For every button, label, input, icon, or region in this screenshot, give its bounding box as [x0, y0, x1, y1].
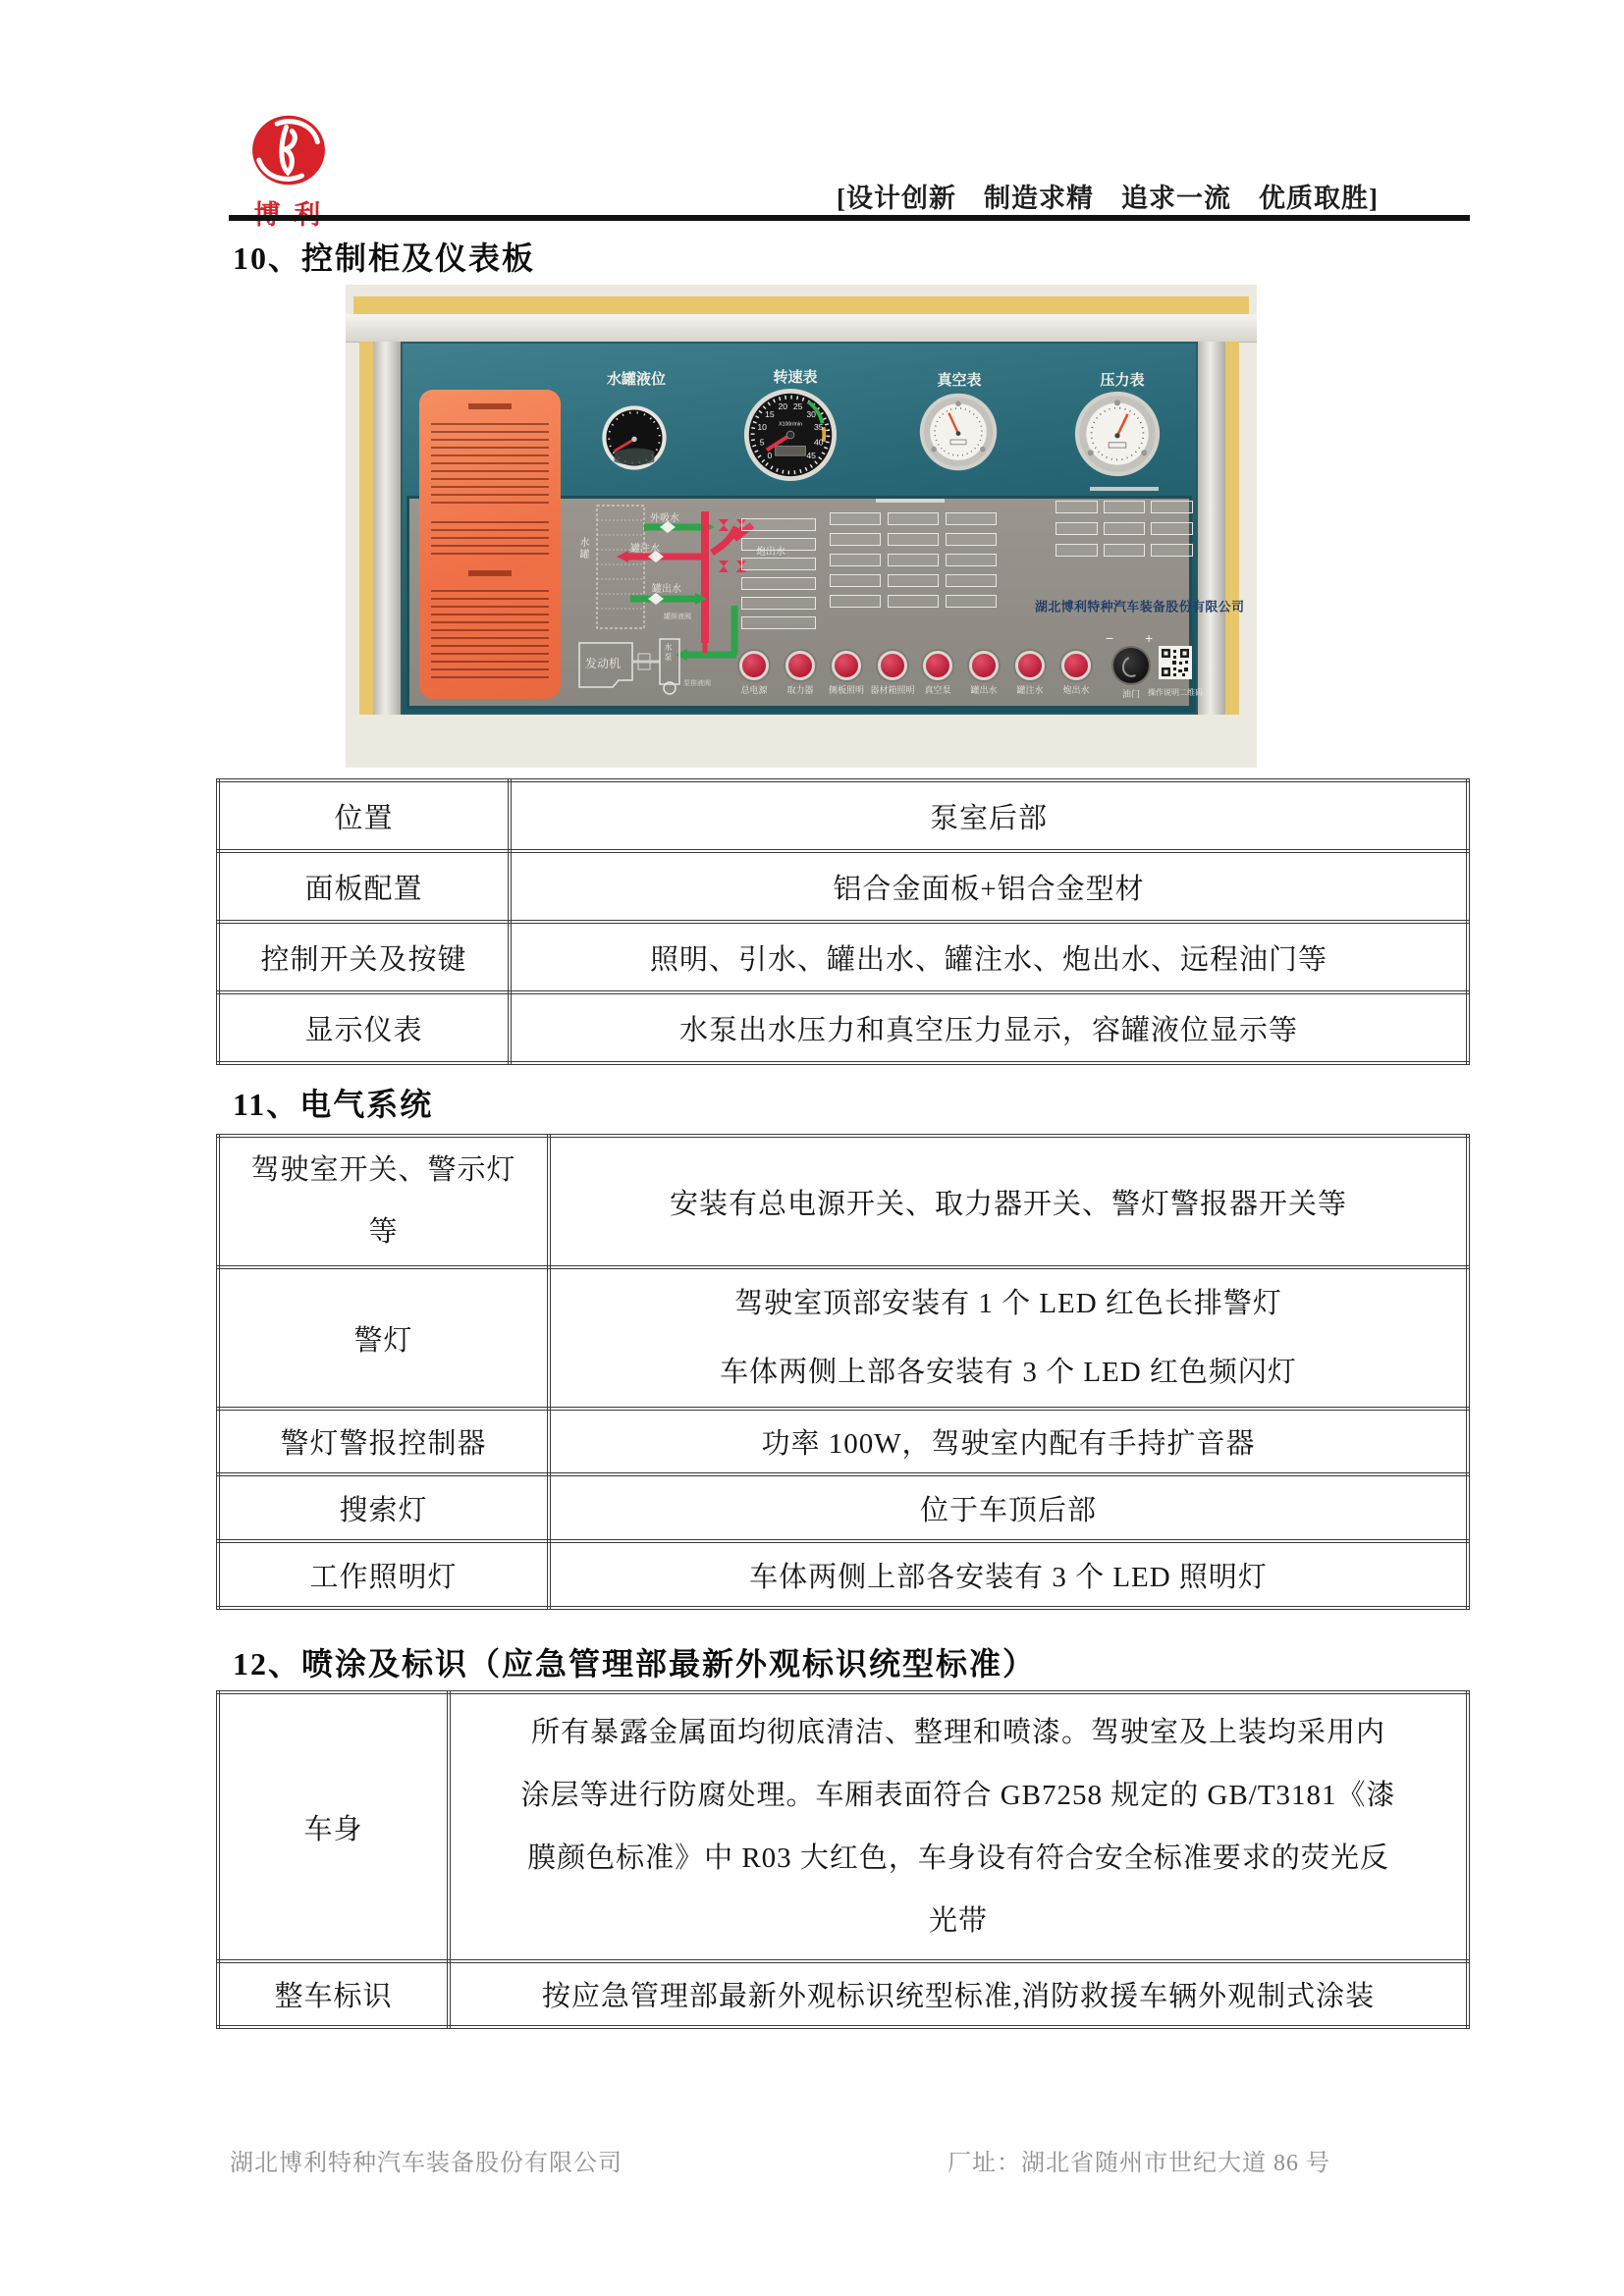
button-label: 真空泵 — [924, 685, 951, 695]
row-label: 车身 — [218, 1692, 449, 1961]
section-heading-10: 10、控制柜及仪表板 — [233, 240, 536, 276]
tach-num-20: 20 — [778, 401, 788, 412]
label-line: 驾驶室开关、警示灯 — [250, 1154, 516, 1186]
footer-address: 厂址：湖北省随州市世纪大道 86 号 — [947, 2151, 1330, 2176]
gauge-label-tachometer: 转速表 — [773, 369, 818, 386]
electrical-system-table — [216, 1134, 1470, 1610]
footer-company: 湖北博利特种汽车装备股份有限公司 — [230, 2151, 623, 2176]
boli-logo-icon — [247, 114, 330, 187]
table-row — [218, 1541, 1468, 1608]
value-line: 驾驶室顶部安装有 1 个 LED 红色长排警灯 — [734, 1288, 1282, 1319]
tach-num-15: 15 — [765, 408, 775, 419]
button-tank-out — [969, 651, 999, 680]
row-value: 安装有总电源开关、取力器开关、警灯警报器开关等 — [549, 1136, 1468, 1267]
button-pto — [785, 651, 815, 680]
button-label: 取力器 — [786, 685, 814, 695]
row-value — [449, 1692, 1468, 1961]
row-label: 整车标识 — [218, 1961, 449, 2027]
tach-num-30: 30 — [806, 408, 816, 419]
paint-marking-table — [216, 1690, 1470, 2029]
section-heading-11: 11、电气系统 — [233, 1087, 434, 1122]
control-cabinet-table — [216, 778, 1470, 1065]
flowchart-left-column — [741, 518, 816, 636]
button-locker-light — [878, 651, 907, 680]
tach-unit: X100r/min — [779, 421, 802, 428]
table-row — [218, 922, 1468, 992]
row-value: 功率 100W，驾驶室内配有手持扩音器 — [549, 1409, 1468, 1474]
company-logo — [244, 114, 334, 232]
throttle-knob — [1113, 648, 1149, 683]
table-row — [218, 1692, 1468, 1961]
knob-label: 油门 — [1121, 689, 1140, 699]
tach-num-25: 25 — [792, 401, 803, 412]
diagram-pump-drain-valve-label: 泵排液阀 — [683, 680, 711, 687]
button-vacuum-pump — [923, 651, 952, 680]
row-label: 面板配置 — [218, 851, 510, 922]
row-label: 工作照明灯 — [218, 1541, 549, 1608]
tach-num-35: 35 — [814, 422, 824, 433]
diagram-suction-label: 外吸水 — [650, 513, 679, 524]
diagram-monitor-label: 炮出水 — [756, 547, 785, 558]
row-label — [218, 1136, 549, 1267]
row-label: 位置 — [218, 780, 510, 851]
button-label: 器材箱照明 — [870, 685, 915, 695]
diagram-tank-drain-valve-label: 罐排液阀 — [664, 614, 691, 620]
row-value: 车体两侧上部各安装有 3 个 LED 照明灯 — [549, 1541, 1468, 1608]
value-line: 涂层等进行防腐处理。车厢表面符合 GB7258 规定的 GB/T3181《漆 — [520, 1780, 1396, 1811]
section-heading-12: 12、喷涂及标识（应急管理部最新外观标识统型标准） — [233, 1646, 1037, 1682]
table-row — [218, 1136, 1468, 1267]
gauge-label-pressure: 压力表 — [1100, 372, 1145, 389]
tach-num-10: 10 — [757, 422, 767, 433]
button-label: 炮出水 — [1062, 685, 1090, 695]
diagram-tankout-label: 罐出水 — [652, 584, 681, 595]
row-label: 显示仪表 — [218, 992, 510, 1063]
frame-yellow-band-top — [353, 296, 1249, 314]
sticker-title-bar — [468, 570, 512, 576]
label-line: 等 — [368, 1216, 399, 1248]
button-label: 罐注水 — [1016, 685, 1044, 695]
sticker-title-bar — [468, 403, 512, 409]
tach-num-45: 45 — [806, 451, 816, 460]
row-label: 控制开关及按键 — [218, 922, 510, 992]
frame-yellow-stripe-right — [1225, 342, 1239, 715]
button-label: 总电源 — [740, 685, 768, 695]
tach-num-5: 5 — [759, 437, 765, 448]
tach-num-0: 0 — [767, 451, 773, 460]
value-line: 膜颜色标准》中 R03 大红色，车身设有符合安全标准要求的荧光反 — [527, 1842, 1389, 1874]
diagram-pump-label: 水泵 — [664, 643, 673, 663]
table-row — [218, 1474, 1468, 1541]
vacuum-gauge — [919, 393, 998, 476]
flowchart-mid-header — [876, 499, 945, 503]
button-side-light — [832, 651, 861, 680]
frame-yellow-stripe-left — [359, 342, 373, 715]
qr-code — [1159, 646, 1192, 679]
knob-minus-sign: − — [1106, 630, 1114, 646]
row-label: 搜索灯 — [218, 1474, 549, 1541]
frame-silver-band-top — [346, 314, 1257, 343]
table-row — [218, 1409, 1468, 1474]
gauge-label-water-level: 水罐液位 — [606, 371, 666, 388]
knob-plus-sign: + — [1145, 630, 1154, 646]
table-row — [218, 1267, 1468, 1409]
row-label: 警灯 — [218, 1267, 549, 1409]
row-label: 警灯警报控制器 — [218, 1409, 549, 1474]
value-line: 车体两侧上部各安装有 3 个 LED 红色频闪灯 — [720, 1357, 1297, 1388]
diagram-engine-label: 发动机 — [585, 657, 622, 670]
table-row — [218, 992, 1468, 1063]
water-level-gauge — [601, 404, 668, 476]
button-tank-fill — [1015, 651, 1045, 680]
qr-label: 操作说明二维码 — [1148, 688, 1203, 697]
button-label: 罐出水 — [970, 685, 998, 695]
sticker-paragraph — [431, 584, 549, 678]
table-row — [218, 1961, 1468, 2027]
frame-post-left — [373, 342, 401, 715]
company-slogan: [设计创新 制造求精 追求一流 优质取胜] — [837, 184, 1379, 213]
row-value: 泵室后部 — [510, 780, 1468, 851]
panel-company-line — [1031, 597, 1245, 616]
instruction-sticker — [419, 390, 561, 699]
pressure-gauge — [1074, 391, 1161, 482]
sticker-paragraph — [431, 417, 549, 504]
row-value: 铝合金面板+铝合金型材 — [510, 851, 1468, 922]
frame-post-right — [1198, 342, 1225, 715]
diagram-fill-label: 罐注水 — [630, 544, 660, 555]
header-divider — [229, 215, 1470, 221]
control-panel-photo — [346, 285, 1257, 768]
flowchart-right-header — [1090, 487, 1159, 491]
value-line: 所有暴露金属面均彻底清洁、整理和喷漆。驾驶室及上装均采用内 — [530, 1717, 1385, 1748]
button-monitor-out — [1061, 651, 1091, 680]
row-value: 按应急管理部最新外观标识统型标准,消防救援车辆外观制式涂装 — [449, 1961, 1468, 2027]
diagram-tank-label: 水罐 — [577, 537, 588, 561]
button-main-power — [739, 651, 769, 680]
row-value — [549, 1267, 1468, 1409]
button-label: 侧板照明 — [828, 685, 864, 695]
flowchart-middle-grid — [830, 512, 997, 608]
logo-text — [244, 193, 334, 232]
gauge-label-vacuum: 真空表 — [937, 372, 982, 389]
row-value: 水泵出水压力和真空压力显示，容罐液位显示等 — [510, 992, 1468, 1063]
flowchart-right-grid — [1056, 501, 1193, 557]
panel-company-name: 湖北博利特种汽车装备股份有限公司 — [1035, 601, 1245, 615]
table-row — [218, 851, 1468, 922]
tach-num-40: 40 — [814, 437, 824, 448]
knob-mark — [1119, 653, 1145, 680]
row-value: 位于车顶后部 — [549, 1474, 1468, 1541]
tachometer-gauge — [743, 388, 838, 487]
table-row — [218, 780, 1468, 851]
sticker-paragraph — [431, 515, 549, 555]
row-value: 照明、引水、罐出水、罐注水、炮出水、远程油门等 — [510, 922, 1468, 992]
value-line: 光带 — [928, 1905, 988, 1937]
